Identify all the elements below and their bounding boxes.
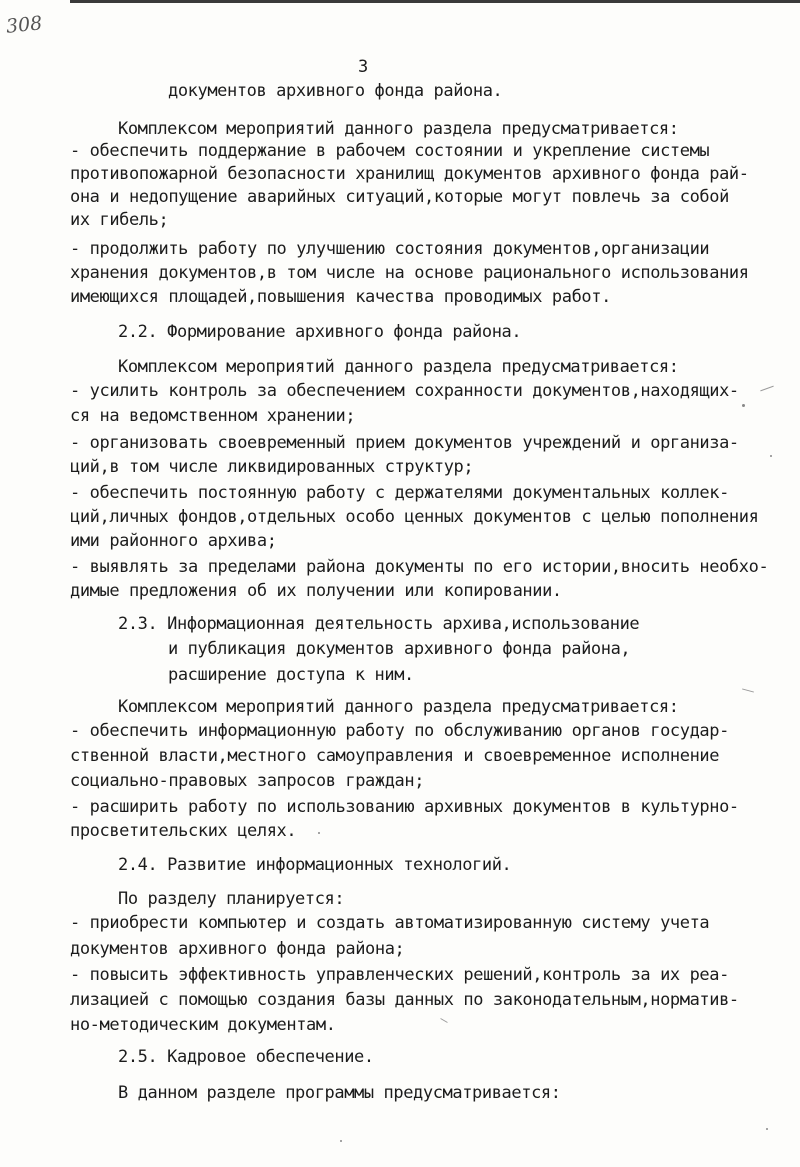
text-line: ций,личных фондов,отдельных особо ценных документов с целью пополнения xyxy=(70,507,759,527)
section-heading-2-2: 2.2. Формирование архивного фонда района. xyxy=(118,322,522,342)
text-line: она и недопущение аварийных ситуаций,которые могут повлечь за собой xyxy=(70,187,729,207)
text-line: димые предложения об их получении или копировании. xyxy=(70,581,562,601)
text-line: хранения документов,в том числе на основе рационального использования xyxy=(70,263,749,283)
paragraph-intro: По разделу планируется: xyxy=(118,889,345,909)
scan-speck xyxy=(340,1140,342,1142)
scan-speck xyxy=(318,832,320,834)
text-line: ций,в том числе ликвидированных структур; xyxy=(70,457,474,477)
scan-speck xyxy=(770,455,772,457)
text-line: их гибель; xyxy=(70,210,169,230)
list-item: - повысить эффективность управленческих решений,контроль за их реа- xyxy=(70,965,729,985)
text-line: но-методическим документам. xyxy=(70,1015,336,1035)
scan-speck xyxy=(742,404,745,407)
section-heading-2-3: 2.3. Информационная деятельность архива,использование xyxy=(118,614,640,634)
text-line: ственной власти,местного самоуправления и своевременное исполнение xyxy=(70,746,720,766)
text-line: документов архивного фонда района; xyxy=(70,939,405,959)
section-heading-2-3-cont: расширение доступа к ним. xyxy=(168,665,414,685)
list-item: - продолжить работу по улучшению состояния документов,организации xyxy=(70,239,710,259)
paragraph-intro: Комплексом мероприятий данного раздела предусматривается: xyxy=(118,119,679,139)
list-item: - обеспечить поддержание в рабочем состоянии и укрепление системы xyxy=(70,141,710,161)
text-line: лизацией с помощью создания базы данных по законодательным,норматив- xyxy=(70,990,739,1010)
text-line: противопожарной безопасности хранилищ документов архивного фонда рай- xyxy=(70,164,749,184)
list-item: - выявлять за пределами района документы по его истории,вносить необхо- xyxy=(70,557,769,577)
scan-speck xyxy=(766,1128,768,1130)
text-line: имеющихся площадей,повышения качества проводимых работ. xyxy=(70,287,611,307)
section-heading-2-3-cont: и публикация документов архивного фонда района, xyxy=(168,639,631,659)
list-item: - обеспечить информационную работу по обслуживанию органов государ- xyxy=(70,721,729,741)
text-line: ими районного архива; xyxy=(70,531,277,551)
list-item: - обеспечить постоянную работу с держателями документальных коллек- xyxy=(70,483,729,503)
section-heading-2-4: 2.4. Развитие информационных технологий. xyxy=(118,855,512,875)
handwritten-sheet-number: 308 xyxy=(4,12,44,38)
paragraph-intro: Комплексом мероприятий данного раздела предусматривается: xyxy=(118,697,679,717)
list-item: - расширить работу по использованию архивных документов в культурно- xyxy=(70,797,739,817)
list-item: - усилить контроль за обеспечением сохранности документов,находящих- xyxy=(70,381,739,401)
text-line: просветительских целях. xyxy=(70,821,297,841)
scan-mark xyxy=(742,688,754,692)
text-line: ся на ведомственном хранении; xyxy=(70,406,356,426)
paragraph-intro: Комплексом мероприятий данного раздела предусматривается: xyxy=(118,357,679,377)
page-number: 3 xyxy=(358,57,368,77)
list-item: - организовать своевременный прием документов учреждений и организа- xyxy=(70,433,739,453)
text-line: социально-правовых запросов граждан; xyxy=(70,771,425,791)
paragraph-intro: В данном разделе программы предусматривается: xyxy=(118,1083,561,1103)
section-heading-2-5: 2.5. Кадровое обеспечение. xyxy=(118,1047,374,1067)
scan-mark xyxy=(760,386,773,392)
list-item: - приобрести компьютер и создать автоматизированную систему учета xyxy=(70,913,710,933)
top-edge-line xyxy=(70,0,800,3)
text-line: документов архивного фонда района. xyxy=(168,81,503,101)
scan-mark xyxy=(440,1018,447,1023)
